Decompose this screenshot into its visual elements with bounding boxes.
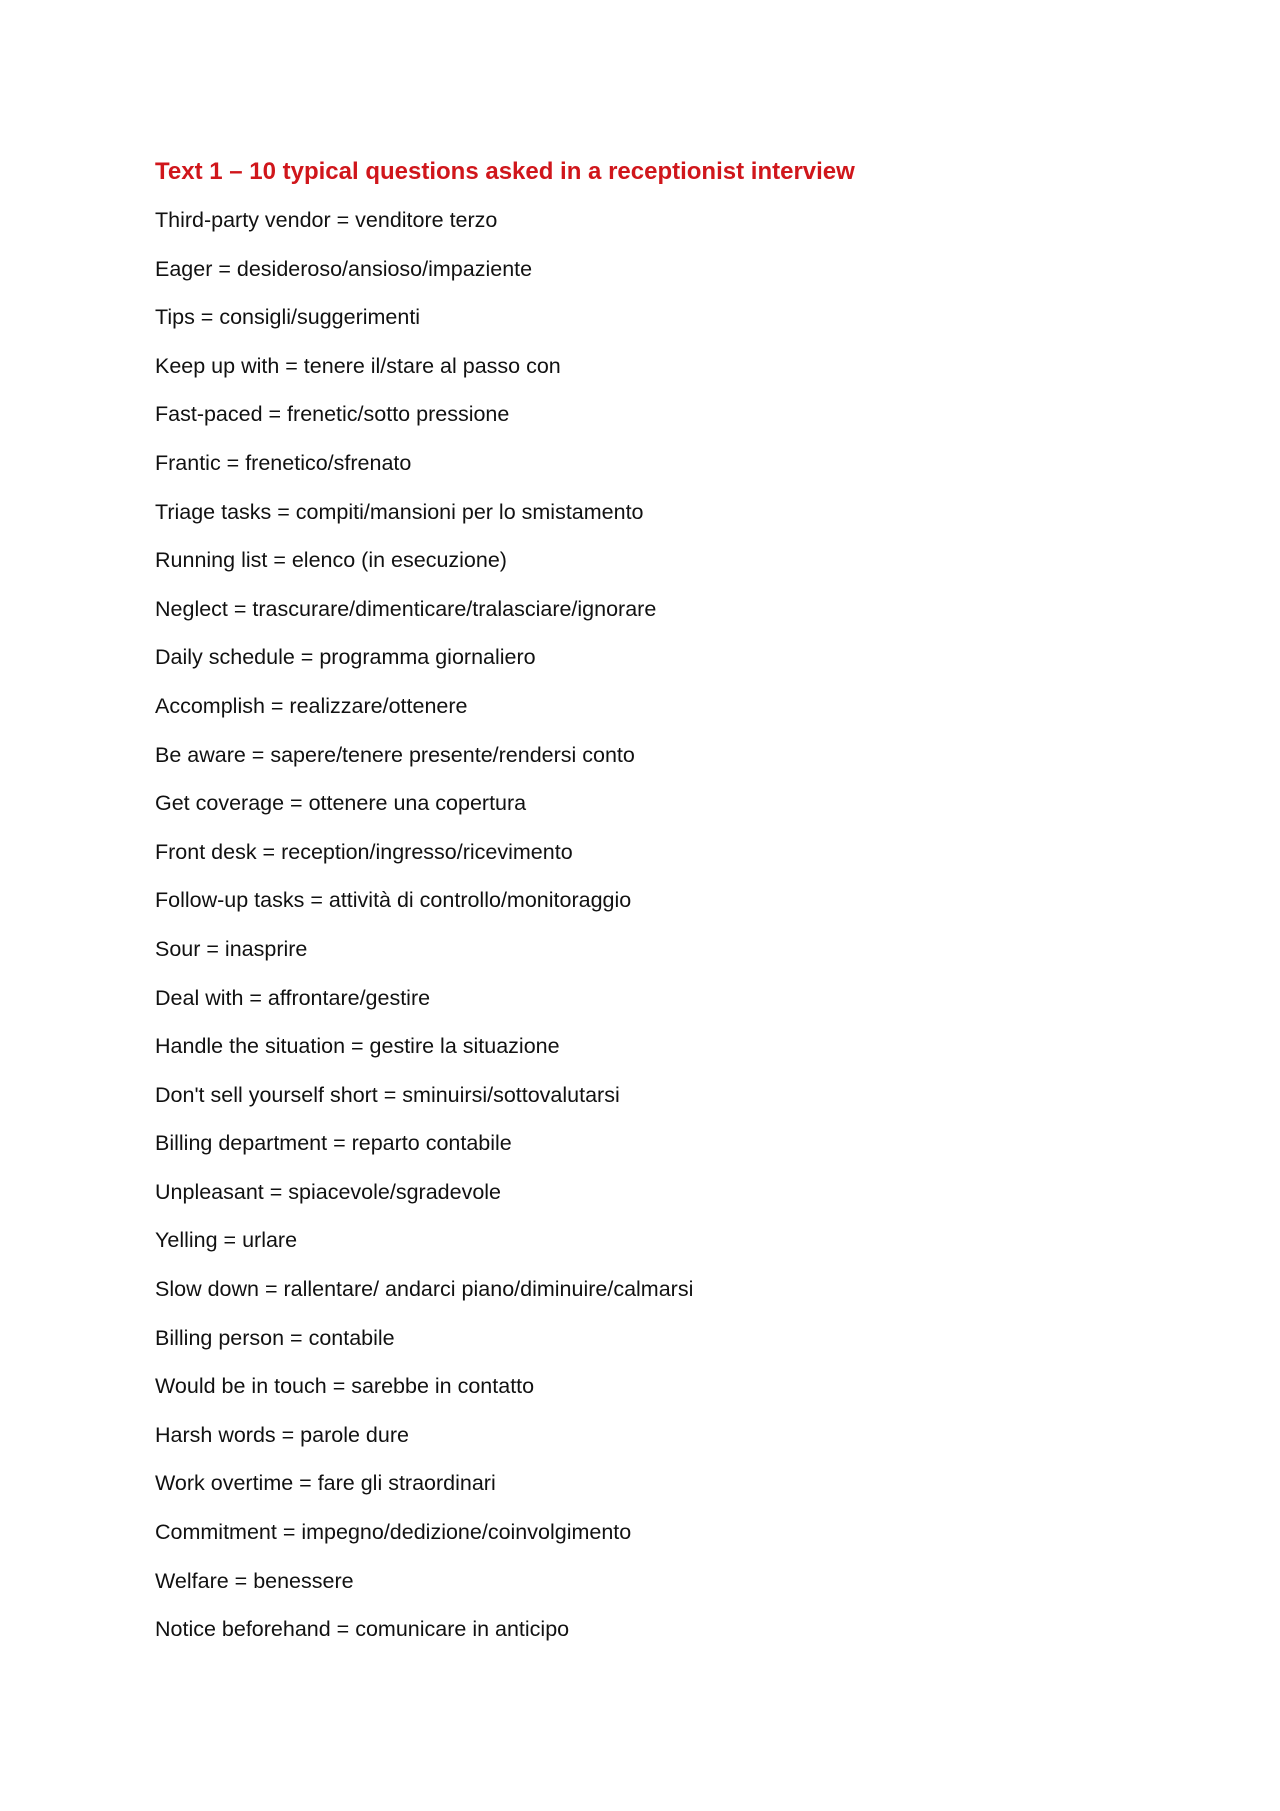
vocabulary-entry: Slow down = rallentare/ andarci piano/diminuire/calmarsi	[155, 1277, 694, 1302]
vocabulary-entry: Billing department = reparto contabile	[155, 1131, 512, 1156]
vocabulary-entry: Neglect = trascurare/dimenticare/tralasciare/ignorare	[155, 596, 657, 621]
vocabulary-entry: Sour = inasprire	[155, 936, 308, 961]
vocabulary-entry: Work overtime = fare gli straordinari	[155, 1471, 496, 1496]
vocabulary-entry: Get coverage = ottenere una copertura	[155, 791, 527, 816]
vocabulary-entry: Tips = consigli/suggerimenti	[155, 305, 421, 330]
vocabulary-entry: Unpleasant = spiacevole/sgradevole	[155, 1179, 502, 1204]
vocabulary-entry: Front desk = reception/ingresso/ricevimento	[155, 839, 573, 864]
vocabulary-entry: Fast-paced = frenetic/sotto pressione	[155, 402, 510, 427]
document-heading: Text 1 – 10 typical questions asked in a receptionist interview	[155, 158, 855, 185]
vocabulary-entry: Follow-up tasks = attività di controllo/monitoraggio	[155, 888, 632, 913]
vocabulary-entry: Frantic = frenetico/sfrenato	[155, 450, 412, 475]
vocabulary-entry: Commitment = impegno/dedizione/coinvolgimento	[155, 1520, 632, 1545]
vocabulary-entry: Running list = elenco (in esecuzione)	[155, 548, 507, 573]
vocabulary-entry: Don't sell yourself short = sminuirsi/sottovalutarsi	[155, 1082, 620, 1107]
vocabulary-entry: Billing person = contabile	[155, 1325, 395, 1350]
document-body	[155, 155, 1155, 1661]
vocabulary-entry: Eager = desideroso/ansioso/impaziente	[155, 256, 533, 281]
vocabulary-entry: Harsh words = parole dure	[155, 1422, 409, 1447]
vocabulary-entry: Would be in touch = sarebbe in contatto	[155, 1374, 535, 1399]
vocabulary-entry: Keep up with = tenere il/stare al passo con	[155, 353, 561, 378]
vocabulary-entry: Yelling = urlare	[155, 1228, 298, 1253]
vocabulary-entry: Daily schedule = programma giornaliero	[155, 645, 536, 670]
vocabulary-entry: Be aware = sapere/tenere presente/rendersi conto	[155, 742, 635, 767]
vocabulary-entry: Triage tasks = compiti/mansioni per lo smistamento	[155, 499, 644, 524]
vocabulary-entry: Notice beforehand = comunicare in anticipo	[155, 1617, 570, 1642]
vocabulary-entry: Deal with = affrontare/gestire	[155, 985, 431, 1010]
vocabulary-entry: Handle the situation = gestire la situazione	[155, 1034, 560, 1059]
vocabulary-entry: Accomplish = realizzare/ottenere	[155, 693, 468, 718]
vocabulary-entry: Welfare = benessere	[155, 1568, 354, 1593]
vocabulary-list	[155, 203, 1155, 1661]
vocabulary-entry: Third-party vendor = venditore terzo	[155, 208, 498, 232]
